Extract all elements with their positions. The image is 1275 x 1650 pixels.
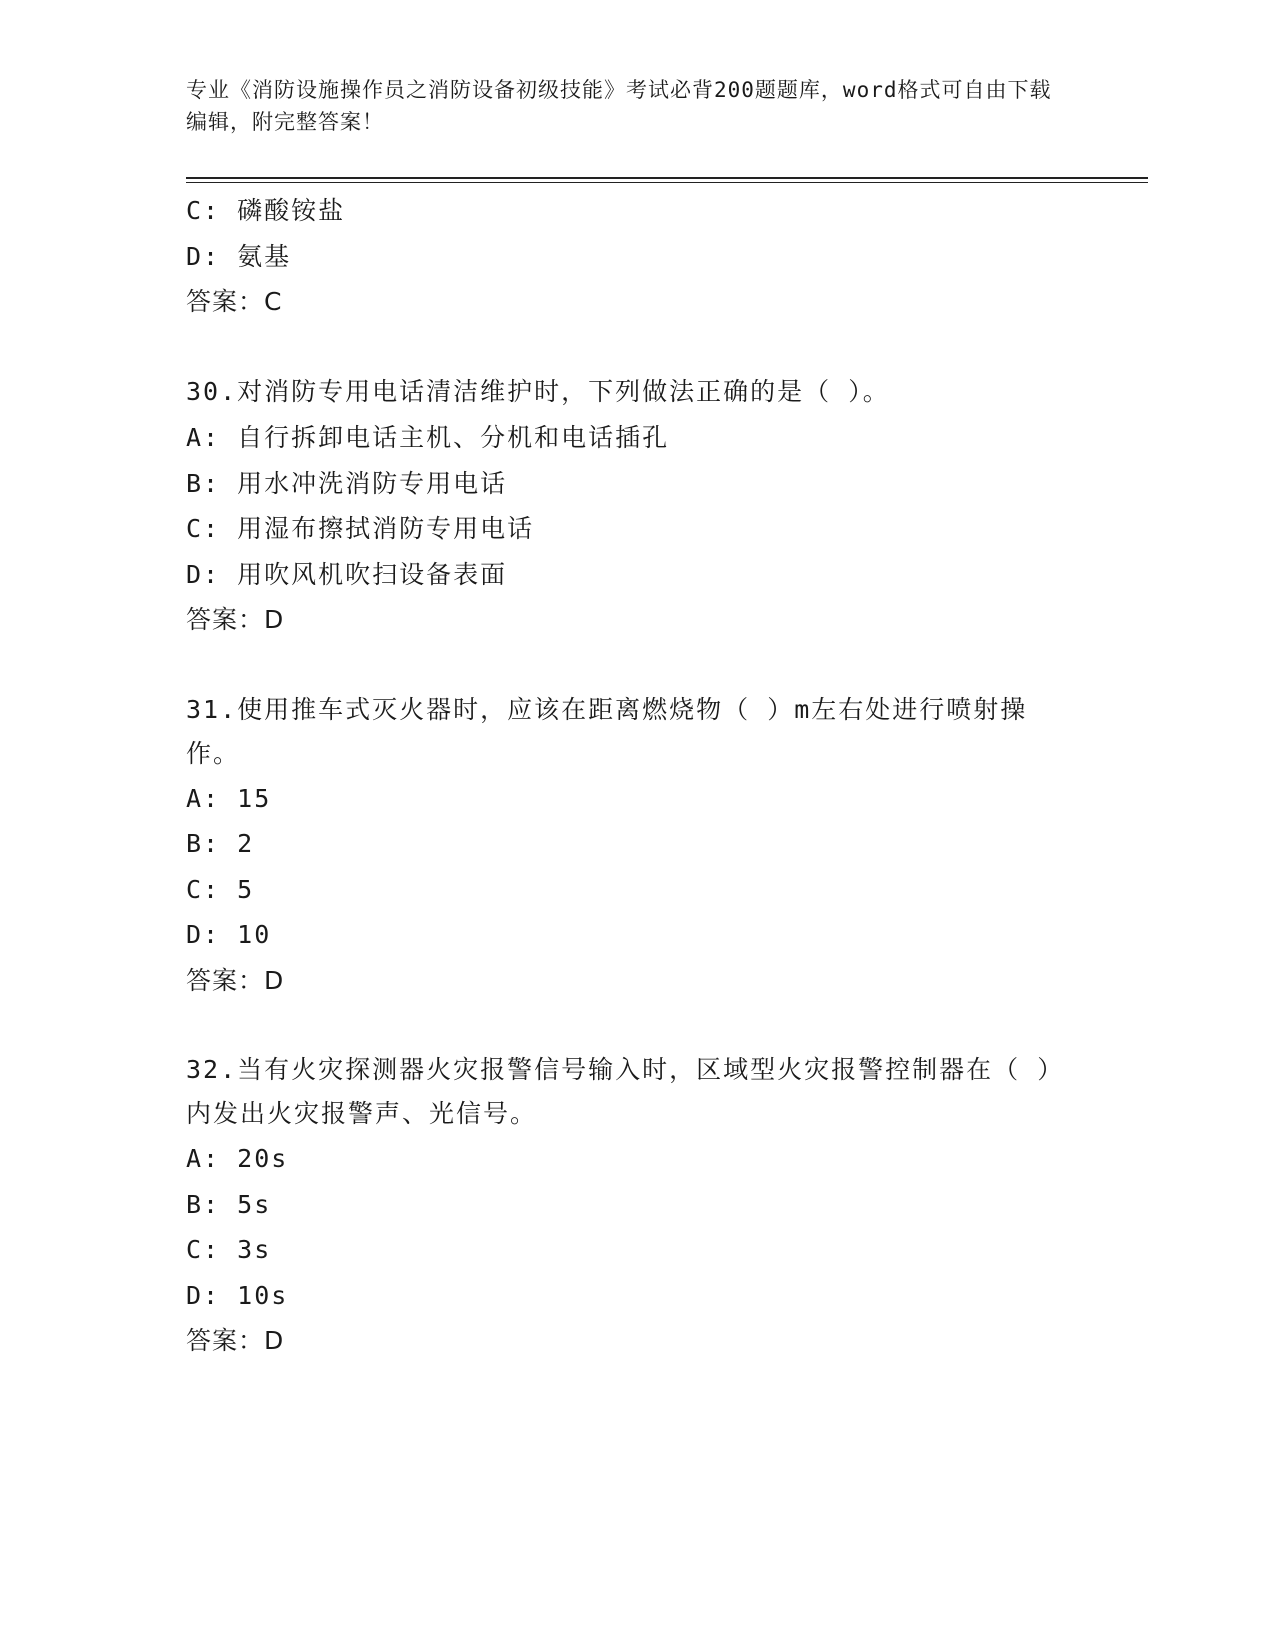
- option-d: D: 用吹风机吹扫设备表面: [186, 559, 508, 589]
- option-c: C: 用湿布擦拭消防专用电话: [186, 514, 535, 543]
- option-c: C: 磷酸铵盐: [186, 196, 346, 225]
- option-a: A: 15: [186, 783, 272, 813]
- header-text: 专业《消防设施操作员之消防设备初级技能》考试必背200题题库，word格式可自由下载编辑，附完整答案！: [186, 78, 1052, 134]
- option-d: D: 氨基: [186, 241, 292, 271]
- document-header: [186, 74, 1066, 138]
- header-rule-bottom: [186, 182, 1148, 183]
- answer-line: 答案：D: [186, 1326, 285, 1355]
- spacer: [186, 1003, 1086, 1048]
- answer-line: 答案：C: [186, 287, 283, 316]
- header-rule-top: [186, 177, 1148, 179]
- option-c: C: 5: [186, 874, 255, 904]
- option-b: B: 5s: [186, 1189, 272, 1219]
- question-list: [186, 188, 1086, 1364]
- spacer: [186, 325, 1086, 370]
- question-30-block: [186, 370, 1086, 643]
- answer-line: 答案：D: [186, 965, 285, 995]
- answer-line: 答案：D: [186, 605, 285, 634]
- option-a: A: 20s: [186, 1144, 289, 1173]
- option-b: B: 2: [186, 829, 255, 858]
- question-text: 32.当有火灾探测器火灾报警信号输入时，区域型火灾报警控制器在（ ）内发出火灾报警声、光信号。: [186, 1055, 1065, 1128]
- spacer: [186, 643, 1086, 688]
- question-32-block: [186, 1048, 1086, 1364]
- option-d: D: 10s: [186, 1280, 289, 1310]
- option-a: A: 自行拆卸电话主机、分机和电话插孔: [186, 423, 670, 452]
- option-b: B: 用水冲洗消防专用电话: [186, 468, 508, 498]
- option-c: C: 3s: [186, 1235, 272, 1264]
- option-d: D: 10: [186, 920, 272, 949]
- question-31-block: [186, 688, 1086, 1004]
- question-text: 30.对消防专用电话清洁维护时，下列做法正确的是（ ）。: [186, 376, 890, 406]
- prev-question-block: [186, 188, 1086, 325]
- question-text: 31.使用推车式灭火器时，应该在距离燃烧物（ ）m左右处进行喷射操作。: [186, 694, 1028, 768]
